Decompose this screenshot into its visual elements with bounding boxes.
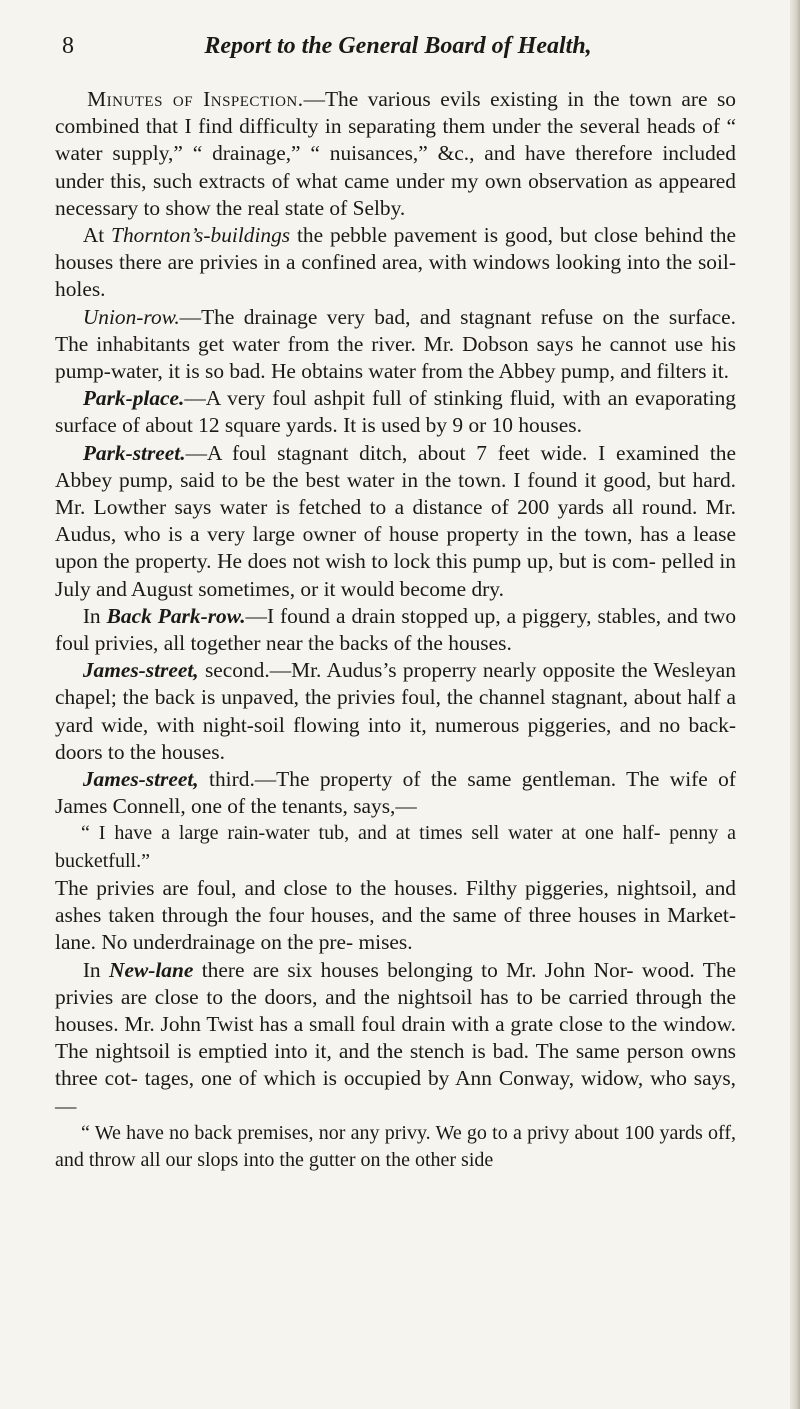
paragraph-text: The privies are foul, and close to the houses. Filthy piggeries, nightsoil, and ashes taken through the four houses, and the same of three houses in Market-lane. No underdrainage on the pre- mises.	[55, 875, 736, 955]
paragraph-text: there are six houses belonging to Mr. John Nor- wood. The privies are close to the doors, and the nightsoil has to be carried through the houses. Mr. John Twist has a small foul drain with a grate close to the window. The nightsoil is emptied into it, and the stench is bad. The same person owns three cot- tages, one of which is occupied by Ann Conway, widow, who says,—	[55, 957, 737, 1118]
place-name: James-street,	[82, 767, 199, 792]
paragraph-park-street	[55, 440, 736, 603]
paragraph-text: —I found a drain stopped up, a piggery, stables, and two foul privies, all together near the backs of the houses.	[55, 603, 737, 656]
section-heading: Minutes of Inspection.	[87, 87, 304, 111]
report-body	[55, 86, 736, 1174]
quotation-conway: “ We have no back premises, nor any privy. We go to a privy about 100 yards off, and throw all our slops into the gutter on the other side	[55, 1121, 736, 1171]
place-name: Back Park-row.	[106, 603, 246, 628]
paragraph-thorntons-buildings	[55, 222, 736, 304]
paragraph-text: the pebble pavement is good, but close behind the houses there are privies in a confined area, with windows looking into the soil-holes.	[55, 223, 736, 302]
paragraph-text: —The drainage very bad, and stagnant refuse on the surface. The inhabitants get water from the river. Mr. Dobson says he cannot use his pump-water, it is so bad. He obtains water from the Abbey pump, and filters it.	[55, 304, 736, 384]
quotation-connell: “ I have a large rain-water tub, and at times sell water at one half- penny a bucketfull.”	[55, 822, 736, 872]
paragraph-text: third.—The property of the same gentleman. The wife of James Connell, one of the tenants, says,—	[55, 767, 736, 819]
page-edge-shadow	[790, 0, 800, 1409]
paragraph-back-park-row	[55, 603, 736, 657]
paragraph-new-lane	[55, 957, 736, 1120]
place-name: New-lane	[109, 957, 194, 982]
paragraph-privies-foul	[55, 875, 736, 957]
paragraph-prefix: At	[82, 223, 112, 248]
paragraph-text: second.—Mr. Audus’s properry nearly opposite the Wesleyan chapel; the back is unpaved, the privies foul, the channel stagnant, about half a yard wide, with night-soil flowing into it, numerous piggeries, and no back-doors to the houses.	[55, 658, 736, 764]
page-number: 8	[62, 33, 74, 59]
paragraph-park-place	[55, 385, 736, 439]
paragraph-james-street-second	[55, 657, 736, 766]
paragraph-text: —The various evils existing in the town are so combined that I find difficulty in separating them under the several heads of “ water supply,” “ drainage,” “ nuisances,” &c., and have therefore included under this, such extracts of what came under my own observation as appeared necessary to show the real state of Selby.	[55, 87, 736, 220]
place-name: Park-place.	[82, 386, 185, 411]
paragraph-text: —A very foul ashpit full of stinking fluid, with an evaporating surface of about 12 square yards. It is used by 9 or 10 houses.	[55, 386, 736, 438]
running-title: Report to the General Board of Health,	[204, 33, 592, 59]
paragraph-minutes-of-inspection	[55, 86, 736, 222]
paragraph-prefix: In	[82, 603, 107, 628]
paragraph-prefix: In	[82, 957, 109, 982]
place-name: Park-street.	[82, 440, 186, 465]
place-name: James-street,	[82, 658, 199, 683]
place-name: Thornton’s-buildings	[111, 223, 291, 248]
paragraph-james-street-third	[55, 766, 736, 820]
place-name: Union-row.	[82, 304, 180, 329]
paragraph-text: —A foul stagnant ditch, about 7 feet wide. I examined the Abbey pump, said to be the best water in the town. I found it good, but hard. Mr. Lowther says water is fetched to a distance of 200 yards all round. Mr. Audus, who is a very large owner of house property in the town, has a lease upon the property. He does not wish to lock this pump up, but is com- pelled in July and August sometimes, or it would become dry.	[55, 440, 736, 601]
paragraph-union-row	[55, 304, 736, 386]
